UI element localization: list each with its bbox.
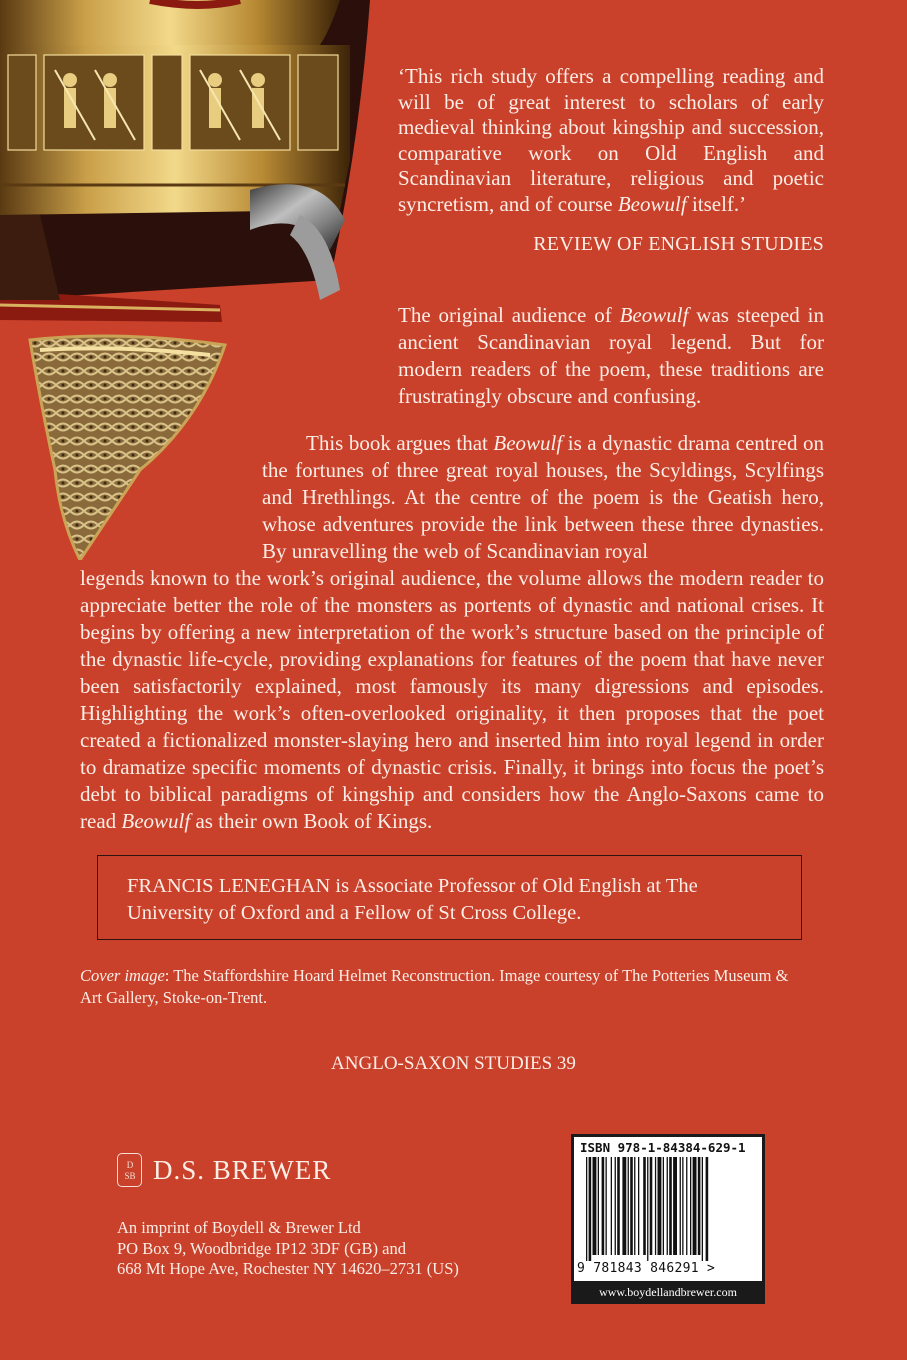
barcode-bar <box>628 1157 629 1255</box>
barcode-bar <box>690 1157 691 1255</box>
author-bio: FRANCIS LENEGHAN is Associate Professor of Old English at The University of Oxford and a Fellow of St Cross College. <box>127 875 698 924</box>
imprint-line: An imprint of Boydell & Brewer Ltd <box>117 1218 361 1237</box>
publisher-logo-block <box>117 1153 331 1187</box>
review-quote <box>398 64 824 217</box>
barcode-bar <box>593 1157 597 1255</box>
barcode-bar <box>682 1157 683 1255</box>
barcode-bar <box>693 1157 697 1255</box>
barcode-bar <box>643 1157 646 1255</box>
cover-credit-label: Cover image <box>80 966 165 985</box>
svg-text:D: D <box>126 1160 133 1170</box>
barcode-bar <box>598 1157 599 1255</box>
series-title: ANGLO-SAXON STUDIES 39 <box>331 1053 576 1074</box>
barcode-bar <box>589 1157 592 1261</box>
cover-credit-text: : The Staffordshire Hoard Helmet Reconstruction. Image courtesy of The Potteries Museum & Art Gallery, Stoke-on-Trent. <box>80 966 789 1007</box>
dsb-monogram-icon <box>121 1156 139 1184</box>
barcode-bar <box>663 1157 664 1255</box>
barcode-bar <box>630 1157 633 1255</box>
quote-text: ‘This rich study offers a compelling reading and will be of great interest to scholars of early medieval thinking about kingship and succession, comparative work on Old English and Scandinavian literature, religious and poetic syncretism, and of course <box>398 64 824 216</box>
publisher-logo-icon <box>117 1153 142 1187</box>
barcode-bar <box>606 1157 607 1255</box>
blurb-p2-text-bottom: legends known to the work’s original audience, the volume allows the modern reader to appreciate better the role of the monsters as portents of dynastic and national crises. It begins by offering a new interpretation of the work’s structure based on the principle of the dynastic life-cycle, providing explanations for features of the poem that have never been satisfactorily explained, most famously its many digressions and episodes. Highlighting the work’s often-overlooked originality, it then proposes that the poet created a fictionalized monster-slaying hero and inserted him into royal legend in order to dramatize specific moments of dynastic crisis. Finally, it brings into focus the poet’s debt to biblical paradigms of kingship and considers how the Anglo-Saxons came to read <box>80 566 824 833</box>
author-bio-box <box>97 855 802 940</box>
blurb-p2-text-end: as their own Book of Kings. <box>190 809 433 833</box>
blurb-p2-text-top: is a dynastic drama centred on the fortunes of three great royal houses, the Scyldings, Scylfings and Hrethlings. At the centre of the poem is the Geatish hero, whose adventures provide the link between these three dynasties. By unravelling the web of Scandinavian royal <box>262 431 824 563</box>
barcode-bar <box>617 1157 620 1255</box>
isbn-barcode <box>571 1134 765 1304</box>
quote-text-end: itself.’ <box>686 191 747 216</box>
barcode-bar <box>680 1157 681 1255</box>
quote-source: REVIEW OF ENGLISH STUDIES <box>533 233 824 255</box>
barcode-panel <box>574 1137 762 1281</box>
barcode-bar <box>698 1157 701 1255</box>
imprint-line: PO Box 9, Woodbridge IP12 3DF (GB) and <box>117 1238 406 1258</box>
blurb-p2-italic: Beowulf <box>493 431 563 455</box>
blurb-p1-text: The original audience of <box>398 303 620 327</box>
publisher-imprint <box>117 1218 557 1280</box>
barcode-bar <box>622 1157 626 1255</box>
barcode-bar <box>706 1157 709 1261</box>
barcode-bar <box>702 1157 703 1261</box>
svg-text:SB: SB <box>123 1171 136 1181</box>
barcode-bars <box>578 1157 758 1261</box>
blurb-p2-text: This book argues that <box>306 431 494 455</box>
barcode-bar <box>650 1157 653 1255</box>
barcode-bar <box>586 1157 587 1261</box>
blurb-p2-italic-end: Beowulf <box>121 809 191 833</box>
isbn-label: ISBN 978-1-84384-629-1 <box>580 1140 746 1155</box>
publisher-name: D.S. BREWER <box>153 1154 332 1185</box>
barcode-bar <box>602 1157 605 1255</box>
barcode-bar <box>655 1157 656 1255</box>
blurb-p1-italic: Beowulf <box>619 303 689 327</box>
website-url: www.boydellandbrewer.com <box>599 1285 737 1299</box>
barcode-bar <box>647 1157 648 1261</box>
cover-image-credit <box>80 965 800 1009</box>
blurb-paragraph-1 <box>398 302 824 410</box>
barcode-bar <box>634 1157 635 1255</box>
barcode-bar <box>667 1157 668 1255</box>
barcode-bar <box>673 1157 677 1255</box>
blurb-paragraph-2-bottom <box>80 565 824 835</box>
barcode-bar <box>669 1157 672 1255</box>
blurb-p1-text-end: was steeped in ancient Scandinavian royal legend. But for modern readers of the poem, these traditions are frustratingly obscure and confusing. <box>398 303 824 408</box>
barcode-bar <box>638 1157 639 1255</box>
barcode-bar <box>611 1157 612 1255</box>
barcode-bar <box>686 1157 687 1255</box>
quote-italic-title: Beowulf <box>617 191 687 216</box>
barcode-bar <box>658 1157 662 1255</box>
barcode-bar <box>615 1157 616 1255</box>
isbn-digits: 9 781843 846291 > <box>577 1261 716 1276</box>
blurb-paragraph-2-top <box>262 430 824 565</box>
imprint-line: 668 Mt Hope Ave, Rochester NY 14620–2731 (US) <box>117 1259 459 1278</box>
